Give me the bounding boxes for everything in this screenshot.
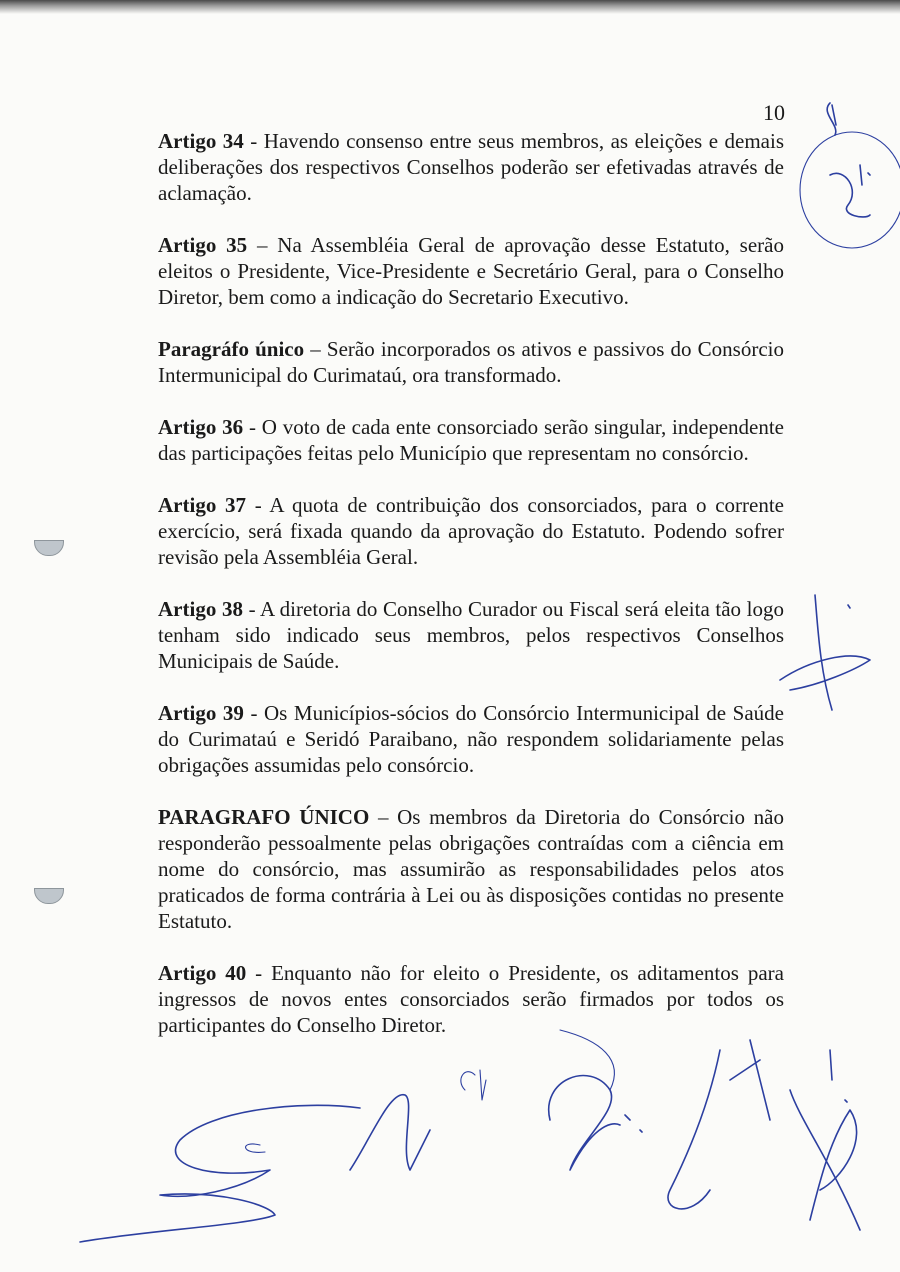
initials-signature-right-margin [760, 590, 900, 720]
paragraph-paragrafo-unico [158, 336, 784, 388]
paragraph-text: - Havendo consenso entre seus membros, as eleições e demais deliberações dos respectivos Conselhos poderão ser efetivadas através de aclamação. [158, 129, 784, 205]
paragraph-heading: Artigo 37 [158, 493, 247, 517]
document-body [158, 128, 784, 1064]
paragraph-text: - A quota de contribuição dos consorciados, para o corrente exercício, será fixada quando da aprovação do Estatuto. Podendo sofrer revisão pela Assembléia Geral. [158, 493, 784, 569]
paragraph-text: – Serão incorporados os ativos e passivos do Consórcio Intermunicipal do Curimataú, ora transformado. [158, 337, 784, 387]
punch-hole-upper [34, 540, 64, 556]
paragraph-heading: Paragráfo único [158, 337, 305, 361]
paragraph-text: – Os membros da Diretoria do Consórcio não responderão pessoalmente pelas obrigações contraídas com a ciência em nome do consórcio, mas assumirão as responsabilidades pelos atos praticados de forma contrária à Lei ou às disposições contidas no presente Estatuto. [158, 805, 784, 933]
signatures-footer [70, 1020, 900, 1272]
scan-top-edge [0, 0, 900, 14]
paragraph-heading: Artigo 40 [158, 961, 247, 985]
page-number: 10 [763, 100, 785, 125]
paragraph-heading: PARAGRAFO ÚNICO [158, 805, 370, 829]
paragraph-heading: Artigo 39 [158, 701, 244, 725]
paragraph-text: – Na Assembléia Geral de aprovação desse Estatuto, serão eleitos o Presidente, Vice-Presidente e Secretário Geral, para o Conselho Diretor, bem como a indicação do Secretario Executivo. [158, 233, 784, 309]
paragraph-artigo-36 [158, 414, 784, 466]
paragraph-text: - O voto de cada ente consorciado serão singular, independente das participações feitas pelo Município que representam no consórcio. [158, 415, 784, 465]
paragraph-artigo-35 [158, 232, 784, 310]
paragraph-artigo-39 [158, 700, 784, 778]
paragraph-artigo-38 [158, 596, 784, 674]
initials-signature-top-right [790, 95, 900, 265]
paragraph-artigo-37 [158, 492, 784, 570]
paragraph-heading: Artigo 34 [158, 129, 244, 153]
paragraph-text: - A diretoria do Conselho Curador ou Fiscal será eleita tão logo tenham sido indicado seus membros, pelos respectivos Conselhos Municipais de Saúde. [158, 597, 784, 673]
paragraph-paragrafo-unico-2 [158, 804, 784, 934]
paragraph-text: - Os Municípios-sócios do Consórcio Intermunicipal de Saúde do Curimataú e Seridó Paraibano, não respondem solidariamente pelas obrigações assumidas pelo consórcio. [158, 701, 784, 777]
paragraph-heading: Artigo 38 [158, 597, 243, 621]
paragraph-heading: Artigo 36 [158, 415, 244, 439]
punch-hole-lower [34, 888, 64, 904]
paragraph-heading: Artigo 35 [158, 233, 248, 257]
paragraph-text: - Enquanto não for eleito o Presidente, os aditamentos para ingressos de novos entes consorciados serão firmados por todos os participantes do Conselho Diretor. [158, 961, 784, 1037]
paragraph-artigo-34 [158, 128, 784, 206]
